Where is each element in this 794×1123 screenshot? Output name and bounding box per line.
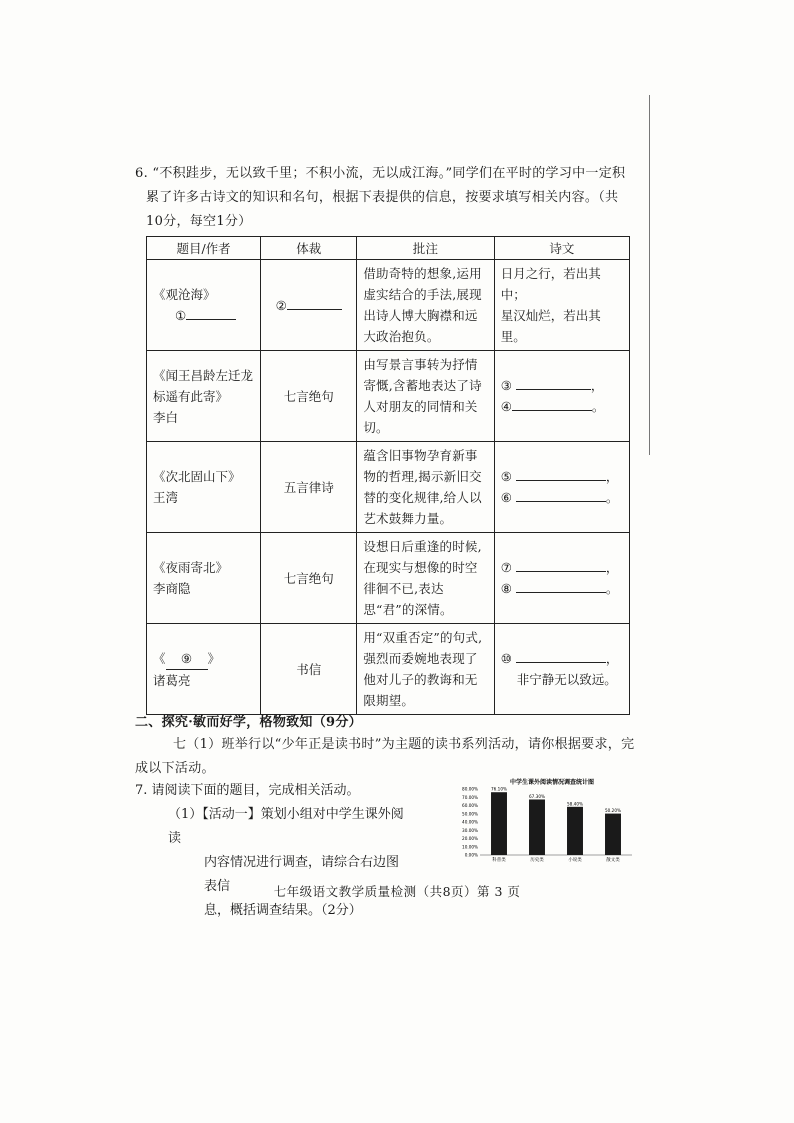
poem-author: 诸葛亮 xyxy=(153,672,191,688)
poem-author: 王湾 xyxy=(153,490,179,505)
blank-marker: ⑤ xyxy=(500,469,512,484)
poem-title: 《夜雨寄北》 xyxy=(153,560,229,575)
title-open: 《 xyxy=(153,650,166,666)
title-close: 》 xyxy=(207,650,221,666)
section-2-heading: 二、探究·敏而好学，格物致知（9分） xyxy=(135,715,362,730)
fill-blank[interactable] xyxy=(516,487,606,502)
cell-note: 设想日后重逢的时候,在现实与想像的时空徘徊不已,表达思“君”的深情。 xyxy=(357,533,494,624)
fill-blank[interactable] xyxy=(287,295,342,310)
activity-line-1: （1）【活动一】策划小组对中学生课外阅读 xyxy=(168,807,404,846)
fill-blank[interactable] xyxy=(516,375,591,390)
punctuation: 。 xyxy=(605,490,619,505)
fill-blank[interactable] xyxy=(516,648,606,663)
poem-author: 李商隐 xyxy=(153,581,191,596)
intro-line-1: 七（1）班举行以“少年正是读书时”为主题的读书系列活动，请你根据要求，完 xyxy=(173,737,635,752)
data-label: 50.20% xyxy=(605,808,621,814)
header-poem: 诗文 xyxy=(494,237,629,260)
cell-note: 由写景言事转为抒情寄慨,含蓄地表达了诗人对朋友的同情和关切。 xyxy=(357,351,494,442)
poem-line: 非宁静无以致远。 xyxy=(516,672,617,687)
fill-blank[interactable] xyxy=(516,578,606,593)
cell-title xyxy=(147,442,261,533)
cell-genre xyxy=(261,260,357,351)
cell-title xyxy=(147,533,261,624)
cell-title xyxy=(147,351,261,442)
bar xyxy=(529,799,545,855)
fill-blank[interactable] xyxy=(516,557,606,572)
table-row xyxy=(147,624,630,715)
cell-genre: 七言绝句 xyxy=(261,351,357,442)
intro-line-2: 成以下活动。 xyxy=(135,761,215,776)
cell-note: 借助奇特的想象,运用虚实结合的手法,展现出诗人博大胸襟和远大政治抱负。 xyxy=(357,260,494,351)
y-tick-label: 40.00% xyxy=(462,819,478,825)
x-tick-label: 小说类 xyxy=(568,858,582,863)
cell-poem xyxy=(494,442,629,533)
binding-line xyxy=(649,95,650,455)
y-tick-label: 60.00% xyxy=(462,803,478,808)
blank-marker: ⑦ xyxy=(500,560,512,575)
blank-marker: ⑩ xyxy=(500,651,512,666)
poem-title: 《闻王昌龄左迁龙标遥有此寄》 xyxy=(153,367,254,404)
punctuation: ， xyxy=(605,469,619,484)
cell-poem xyxy=(494,260,629,351)
question-6 xyxy=(135,162,635,234)
y-tick-label: 20.00% xyxy=(462,836,478,841)
cell-genre: 七言绝句 xyxy=(261,533,357,624)
data-label: 76.10% xyxy=(491,786,507,792)
table-row xyxy=(147,351,630,442)
table-row xyxy=(147,533,630,624)
punctuation: 。 xyxy=(591,399,605,414)
bar xyxy=(567,807,583,855)
cell-poem xyxy=(494,351,629,442)
table-row xyxy=(147,442,630,533)
x-tick-label: 散文类 xyxy=(606,858,620,863)
punctuation: ， xyxy=(605,651,619,666)
cell-poem xyxy=(494,533,629,624)
fill-blank[interactable] xyxy=(516,466,606,481)
cell-genre: 书信 xyxy=(261,624,357,715)
poem-title: 《次北固山下》 xyxy=(153,469,241,484)
blank-marker: ② xyxy=(275,297,287,313)
cell-title xyxy=(147,624,261,715)
blank-marker: ⑥ xyxy=(500,490,512,505)
punctuation: 。 xyxy=(605,581,619,596)
y-tick-label: 30.00% xyxy=(462,827,478,833)
poetry-table xyxy=(146,236,630,715)
y-tick-label: 10.00% xyxy=(462,844,478,850)
table-row xyxy=(147,260,630,351)
x-tick-label: 科普类 xyxy=(492,858,506,863)
data-label: 58.40% xyxy=(567,801,583,807)
reading-survey-chart xyxy=(456,777,636,867)
table-header-row xyxy=(147,237,630,260)
blank-marker: ④ xyxy=(500,399,512,414)
chart-title: 中学生课外阅读情况调查统计图 xyxy=(509,779,595,786)
cell-title xyxy=(147,260,261,351)
cell-genre: 五言律诗 xyxy=(261,442,357,533)
header-genre: 体裁 xyxy=(261,237,357,260)
section-2-intro xyxy=(135,733,645,781)
poem-author: 李白 xyxy=(153,409,179,425)
blank-marker: ③ xyxy=(500,378,512,393)
fill-blank[interactable] xyxy=(186,305,236,320)
blank-marker: ⑨ xyxy=(180,650,193,666)
header-title-author: 题目/作者 xyxy=(147,237,261,260)
bar-chart-svg xyxy=(456,777,636,867)
fill-blank[interactable] xyxy=(512,396,592,411)
data-label: 67.30% xyxy=(529,793,545,799)
y-tick-label: 50.00% xyxy=(462,811,478,817)
cell-note: 用“双重否定”的句式,强烈而委婉地表现了他对儿子的教诲和无限期望。 xyxy=(357,624,494,715)
question-6-line-2: 累了许多古诗文的知识和名句，根据下表提供的信息，按要求填写相关内容。（共 xyxy=(146,190,619,205)
poem-line: 日月之行，若出其中； xyxy=(500,266,601,302)
y-tick-label: 80.00% xyxy=(462,786,478,792)
question-6-line-1: 6. “不积跬步，无以致千里；不积小流，无以成江海。”同学们在平时的学习中一定积 xyxy=(135,166,626,181)
bar xyxy=(491,792,507,855)
question-7: 7. 请阅读下面的题目，完成相关活动。 xyxy=(135,783,360,798)
cell-note: 蕴含旧事物孕育新事物的哲理,揭示新旧交替的变化规律,给人以艺术鼓舞力量。 xyxy=(357,442,494,533)
page-footer: 七年级语文教学质量检测（共8页）第 3 页 xyxy=(273,884,521,899)
poem-line: 星汉灿烂，若出其里。 xyxy=(500,308,601,344)
y-tick-label: 0.00% xyxy=(464,852,478,858)
cell-poem xyxy=(494,624,629,715)
question-6-line-3: 10分，每空1分） xyxy=(146,214,252,229)
activity-1 xyxy=(168,803,408,923)
header-note: 批注 xyxy=(357,237,494,260)
y-tick-label: 70.00% xyxy=(462,794,478,800)
poem-title: 《观沧海》 xyxy=(153,287,216,302)
x-tick-label: 历史类 xyxy=(530,858,544,863)
blank-marker: ① xyxy=(175,308,187,323)
punctuation: ， xyxy=(590,378,604,393)
activity-line-2: 内容情况进行调查，请综合右边图表信 xyxy=(204,855,400,894)
bar xyxy=(605,814,621,855)
activity-line-3: 息，概括调查结果。（2分） xyxy=(204,903,362,918)
punctuation: ， xyxy=(605,560,619,575)
title-blank[interactable] xyxy=(166,648,208,670)
blank-marker: ⑧ xyxy=(500,581,512,596)
